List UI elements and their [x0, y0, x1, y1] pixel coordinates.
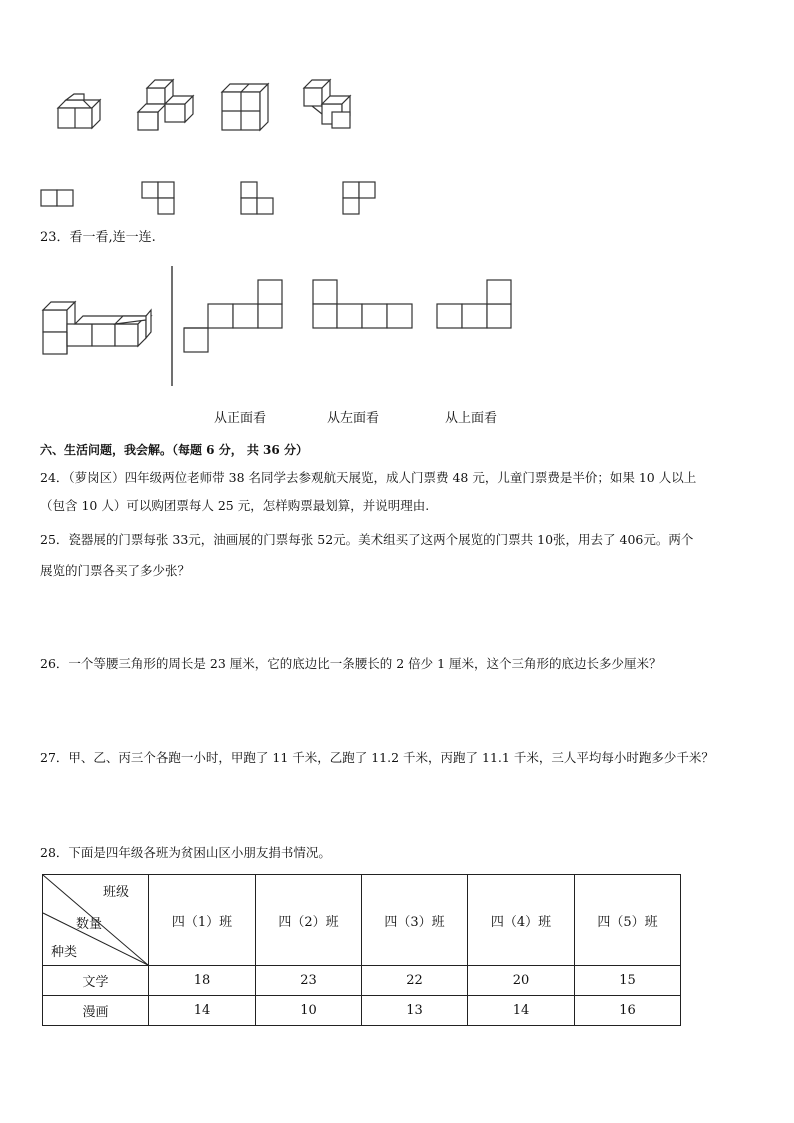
view-shape-1 [41, 190, 73, 206]
label-front-view: 从正面看 [214, 411, 267, 426]
label-left-view: 从左面看 [327, 411, 380, 426]
q26-text: 26．一个等腰三角形的周长是 23 厘米，它的底边比一条腰长的 2 倍少 1 厘米，这个三角形的底边长多少厘米？ [40, 656, 662, 671]
table-cell: 13 [362, 996, 468, 1026]
table-corner-cell [43, 875, 149, 966]
row-label: 漫画 [43, 996, 149, 1026]
q23-solid [0, 260, 794, 390]
column-header: 四（4）班 [468, 875, 575, 966]
cube-solid-1 [58, 94, 100, 128]
q27-text: 27．甲、乙、丙三个各跑一小时，甲跑了 11 千米，乙跑了 11.2 千米，丙跑了 11.1 千米，三人平均每小时跑多少千米？ [40, 750, 714, 765]
corner-label-quantity: 数量 [76, 917, 103, 932]
q28-title: 28．下面是四年级各班为贫困山区小朋友捐书情况。 [40, 845, 331, 860]
table-cell: 18 [149, 966, 256, 996]
column-header: 四（1）班 [149, 875, 256, 966]
table-cell: 16 [575, 996, 681, 1026]
cube-solids-top-row [0, 0, 794, 140]
table-row [43, 966, 681, 996]
corner-label-class: 班级 [103, 885, 130, 900]
table-cell: 22 [362, 966, 468, 996]
q24-line1: 24．（萝岗区）四年级两位老师带 38 名同学去参观航天展览，成人门票费 48 元，儿童门票费是半价；如果 10 人以上 [40, 470, 697, 485]
q24-line2: （包含 10 人）可以购团票每人 25 元，怎样购票最划算，并说明理由. [40, 498, 430, 513]
table-header-row [43, 875, 681, 966]
q25-line1: 25．瓷器展的门票每张 33元，油画展的门票每张 52元。美术组买了这两个展览的门票共 10张，用去了 406元。两个 [40, 532, 694, 547]
cube-solid-3 [222, 84, 268, 130]
row-label: 文学 [43, 966, 149, 996]
section6-heading: 六、生活问题，我会解。（每题 6 分， 共 36 分） [40, 443, 308, 457]
column-header: 四（2）班 [256, 875, 362, 966]
view-shapes-row [0, 170, 794, 220]
table-cell: 20 [468, 966, 575, 996]
q25-line2: 展览的门票各买了多少张？ [40, 563, 191, 578]
view-shape-3 [241, 182, 273, 214]
table-cell: 14 [149, 996, 256, 1026]
table-row [43, 996, 681, 1026]
label-top-view: 从上面看 [445, 411, 498, 426]
view-shape-2 [142, 182, 174, 214]
q23-view-b [313, 280, 412, 328]
cube-solid-2 [138, 80, 193, 130]
table-cell: 10 [256, 996, 362, 1026]
column-header: 四（3）班 [362, 875, 468, 966]
donation-table [42, 874, 681, 1026]
table-cell: 15 [575, 966, 681, 996]
cube-solid-4 [304, 80, 350, 128]
q23-view-c [437, 280, 511, 328]
corner-label-type: 种类 [51, 945, 78, 960]
q23-view-a [184, 280, 282, 352]
table-cell: 23 [256, 966, 362, 996]
column-header: 四（5）班 [575, 875, 681, 966]
view-shape-4 [343, 182, 375, 214]
table-cell: 14 [468, 996, 575, 1026]
q23-title: 23．看一看,连一连. [40, 230, 156, 245]
